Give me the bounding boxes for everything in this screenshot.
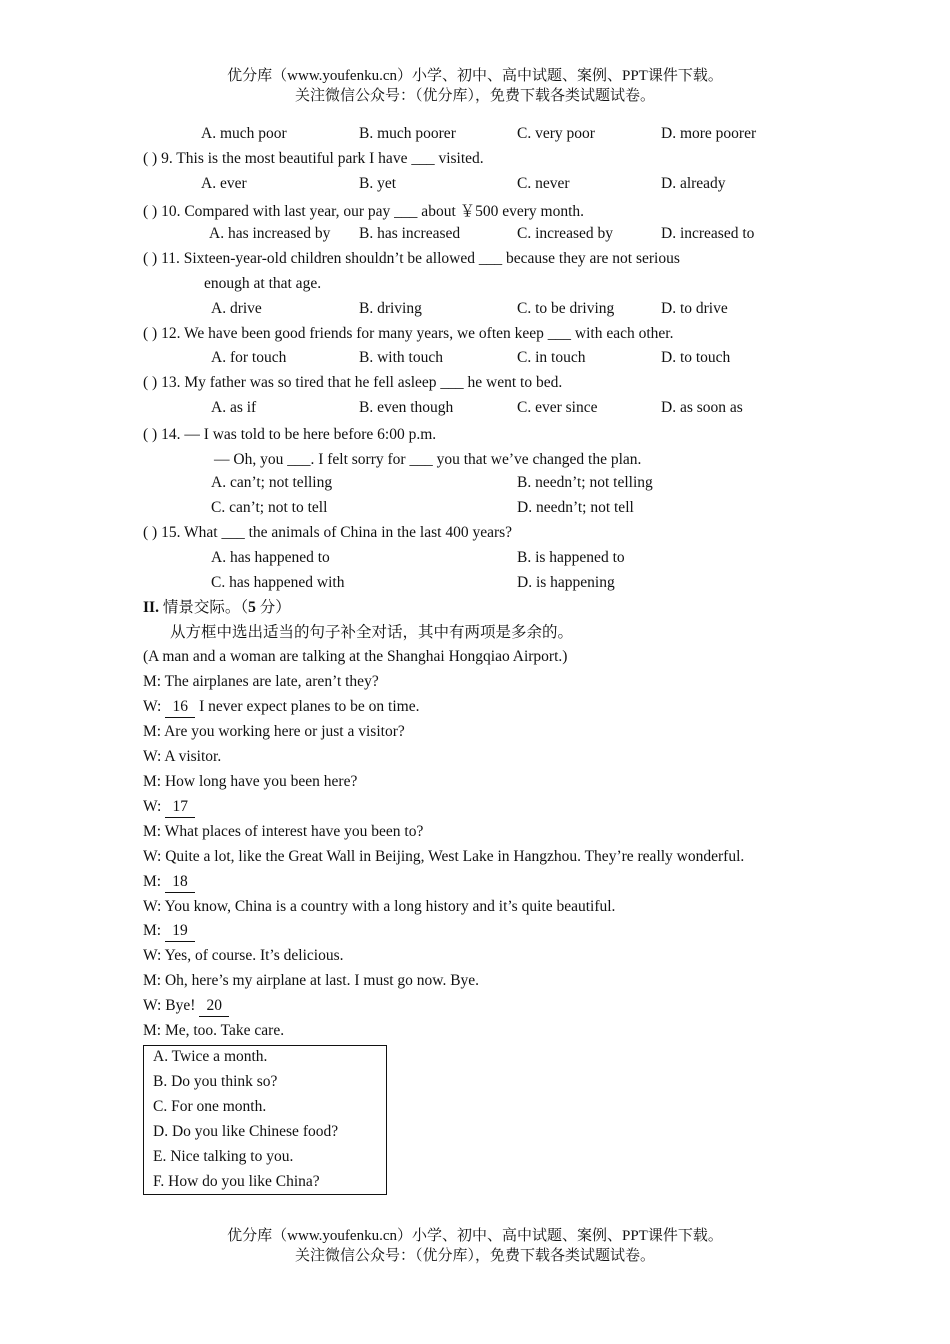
option-c: C. For one month.	[153, 1098, 267, 1115]
q12-option-c: C. in touch	[517, 349, 586, 366]
q12-option-a: A. for touch	[211, 349, 287, 366]
options-box	[143, 1045, 387, 1195]
q9-stem: ( ) 9. This is the most beautiful park I have ___ visited.	[143, 150, 484, 167]
q9-option-b: B. yet	[359, 175, 397, 192]
option-e: E. Nice talking to you.	[153, 1148, 294, 1165]
header-line-1: 优分库（www.youfenku.cn）小学、初中、高中试题、案例、PPT课件下载。	[227, 68, 723, 84]
q9-option-c: C. never	[517, 175, 570, 192]
answer-blank-19[interactable]: 19	[165, 921, 195, 942]
q11-stem-continued: enough at that age.	[204, 275, 322, 292]
q14-option-d: D. needn’t; not tell	[517, 499, 634, 516]
q13-option-d: D. as soon as	[661, 399, 743, 416]
q8-option-a: A. much poor	[201, 125, 287, 142]
q14-option-a: A. can’t; not telling	[211, 474, 333, 491]
q11-option-a: A. drive	[211, 300, 262, 317]
q10-option-b: B. has increased	[359, 225, 461, 242]
dialogue-line: M: 18	[143, 872, 195, 893]
q14-stem-continued: — Oh, you ___. I felt sorry for ___ you that we’ve changed the plan.	[214, 451, 642, 468]
q12-option-d: D. to touch	[661, 349, 731, 366]
dialogue-context: (A man and a woman are talking at the Shanghai Hongqiao Airport.)	[143, 648, 568, 665]
dialogue-line: M: Me, too. Take care.	[143, 1022, 285, 1039]
q13-stem: ( ) 13. My father was so tired that he fell asleep ___ he went to bed.	[143, 374, 563, 391]
dialogue-line: W: 16 I never expect planes to be on time.	[143, 697, 420, 718]
answer-blank-18[interactable]: 18	[165, 872, 195, 893]
dialogue-line: M: The airplanes are late, aren’t they?	[143, 673, 379, 690]
q11-option-c: C. to be driving	[517, 300, 615, 317]
q15-option-a: A. has happened to	[211, 549, 330, 566]
q14-option-c: C. can’t; not to tell	[211, 499, 328, 516]
q11-option-b: B. driving	[359, 300, 422, 317]
dialogue-line: M: Oh, here’s my airplane at last. I must go now. Bye.	[143, 972, 480, 989]
dialogue-line: M: What places of interest have you been to?	[143, 823, 424, 840]
q11-option-d: D. to drive	[661, 300, 728, 317]
section-2-number: II.	[143, 599, 159, 616]
q15-stem: ( ) 15. What ___ the animals of China in the last 400 years?	[143, 524, 513, 541]
q13-option-b: B. even though	[359, 399, 454, 416]
q15-option-c: C. has happened with	[211, 574, 345, 591]
q12-stem: ( ) 12. We have been good friends for many years, we often keep ___ with each other.	[143, 325, 674, 342]
footer-line-1: 优分库（www.youfenku.cn）小学、初中、高中试题、案例、PPT课件下载。	[227, 1228, 723, 1244]
answer-blank-16[interactable]: 16	[165, 697, 195, 718]
section-2-score: 5	[248, 599, 256, 616]
option-b: B. Do you think so?	[153, 1073, 278, 1090]
q14-stem: ( ) 14. — I was told to be here before 6:00 p.m.	[143, 426, 437, 443]
answer-blank-20[interactable]: 20	[199, 996, 229, 1017]
q10-option-a: A. has increased by	[209, 225, 331, 242]
dialogue-line: M: 19	[143, 921, 195, 942]
q8-option-c: C. very poor	[517, 125, 595, 142]
q12-option-b: B. with touch	[359, 349, 443, 366]
option-a: A. Twice a month.	[153, 1048, 268, 1065]
option-f: F. How do you like China?	[153, 1173, 320, 1190]
q10-stem: ( ) 10. Compared with last year, our pay ___ about ￥500 every month.	[143, 203, 585, 220]
dialogue-line: M: How long have you been here?	[143, 773, 358, 790]
q10-option-c: C. increased by	[517, 225, 613, 242]
section-2-heading	[143, 598, 291, 618]
dialogue-line: W: A visitor.	[143, 748, 222, 765]
section-2-title-end: 分）	[255, 599, 291, 616]
q11-stem: ( ) 11. Sixteen-year-old children shouldn’t be allowed ___ because they are not serious	[143, 250, 680, 267]
section-2-instruction: 从方框中选出适当的句子补全对话，其中有两项是多余的。	[170, 624, 574, 641]
q13-option-c: C. ever since	[517, 399, 598, 416]
header-line-2: 关注微信公众号：（优分库），免费下载各类试题试卷。	[294, 88, 655, 104]
dialogue-line: W: Bye! 20	[143, 996, 229, 1017]
section-2-title: 情景交际。（	[158, 599, 249, 616]
dialogue-line: W: Quite a lot, like the Great Wall in Beijing, West Lake in Hangzhou. They’re really wonderful.	[143, 848, 745, 865]
option-d: D. Do you like Chinese food?	[153, 1123, 339, 1140]
q9-option-d: D. already	[661, 175, 726, 192]
q13-option-a: A. as if	[211, 399, 257, 416]
q8-option-d: D. more poorer	[661, 125, 757, 142]
q8-option-b: B. much poorer	[359, 125, 456, 142]
answer-blank-17[interactable]: 17	[165, 797, 195, 818]
footer-line-2: 关注微信公众号：（优分库），免费下载各类试题试卷。	[294, 1248, 655, 1264]
q10-option-d: D. increased to	[661, 225, 755, 242]
dialogue-line: W: You know, China is a country with a long history and it’s quite beautiful.	[143, 898, 616, 915]
q15-option-b: B. is happened to	[517, 549, 625, 566]
dialogue-line: W: Yes, of course. It’s delicious.	[143, 947, 344, 964]
q9-option-a: A. ever	[201, 175, 247, 192]
dialogue-line: M: Are you working here or just a visitor?	[143, 723, 405, 740]
dialogue-line: W: 17	[143, 797, 195, 818]
q14-option-b: B. needn’t; not telling	[517, 474, 653, 491]
q15-option-d: D. is happening	[517, 574, 615, 591]
